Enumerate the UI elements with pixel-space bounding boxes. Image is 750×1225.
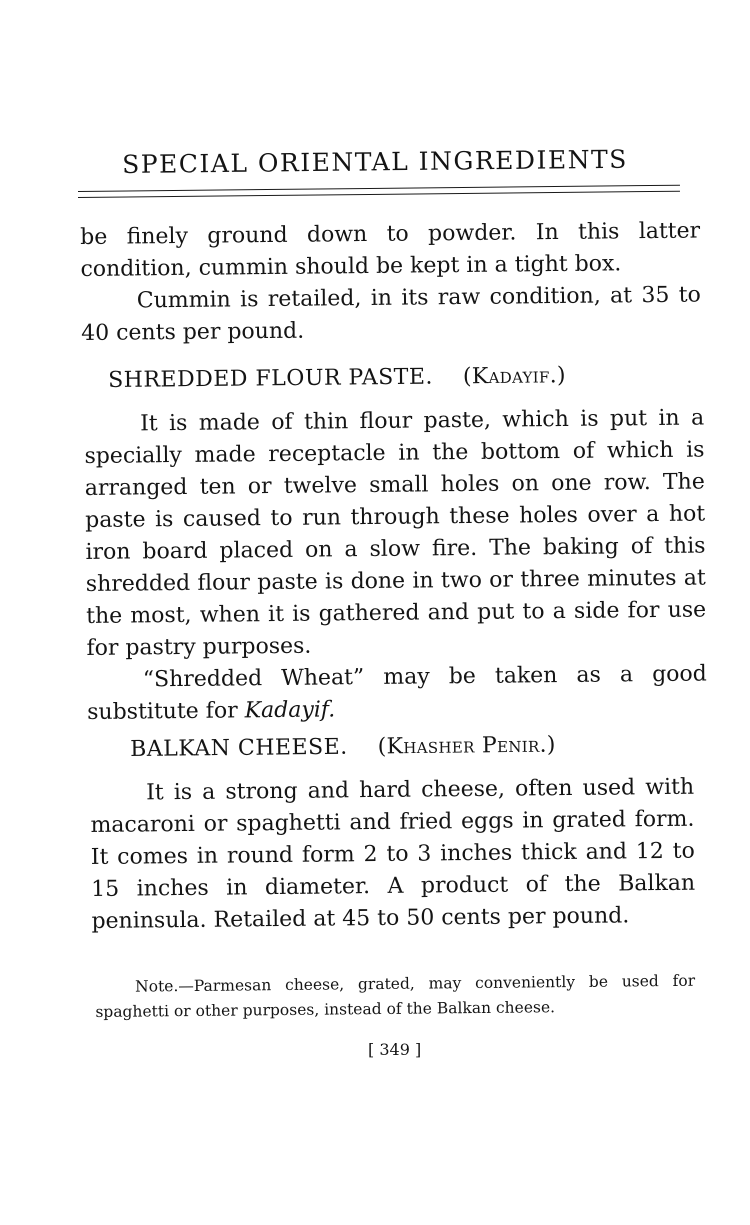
balkan-paragraph: It is a strong and hard cheese, often used with macaroni or spaghetti and fried eggs in grated form. It comes in round form 2 to 3 inches thick and 12 to 15 inches in diameter. A product of the Balkan peninsula. Retailed at 45 to 50 cents per pound. (90, 774, 696, 934)
balkan-section (90, 772, 696, 938)
kadayif-subtitle: (Kadayif.) (462, 363, 566, 390)
page-number: [ 349 ] (368, 1040, 422, 1059)
footnote (95, 969, 695, 1025)
kadayif-substitute (87, 658, 708, 728)
cummin-section (80, 216, 701, 350)
kadayif-substitute-text: “Shredded Wheat” may be taken as a good substitute for (87, 661, 707, 725)
cummin-price: Cummin is retailed, in its raw condition, at 35 to 40 cents per pound. (81, 282, 701, 346)
balkan-title: BALKAN CHEESE. (130, 734, 348, 762)
kadayif-paragraph: It is made of thin flour paste, which is put in a specially made receptacle in the bottom of which is arranged ten or twelve small holes on one row. The paste is caused to run through these holes over a hot iron board placed on a slow fire. The baking of this shredded flour paste is done in two or three minutes at the most, when it is gathered and put to a side for use for pastry purposes. (84, 405, 707, 661)
balkan-heading (130, 733, 556, 762)
kadayif-substitute-italic: Kadayif. (244, 697, 336, 724)
cummin-continuation: be finely ground down to powder. In this latter condition, cummin should be kept in a tight box. (80, 218, 701, 282)
kadayif-heading (108, 363, 566, 393)
balkan-subtitle: (Khasher Penir.) (377, 732, 556, 760)
footnote-text: Note.—Parmesan cheese, grated, may conveniently be used for spaghetti or other purposes, instead of the Balkan cheese. (95, 971, 696, 1021)
header-rule-lower (78, 191, 680, 198)
kadayif-section (84, 403, 707, 729)
running-head: SPECIAL ORIENTAL INGREDIENTS (122, 144, 628, 179)
kadayif-title: SHREDDED FLOUR PASTE. (108, 364, 434, 393)
